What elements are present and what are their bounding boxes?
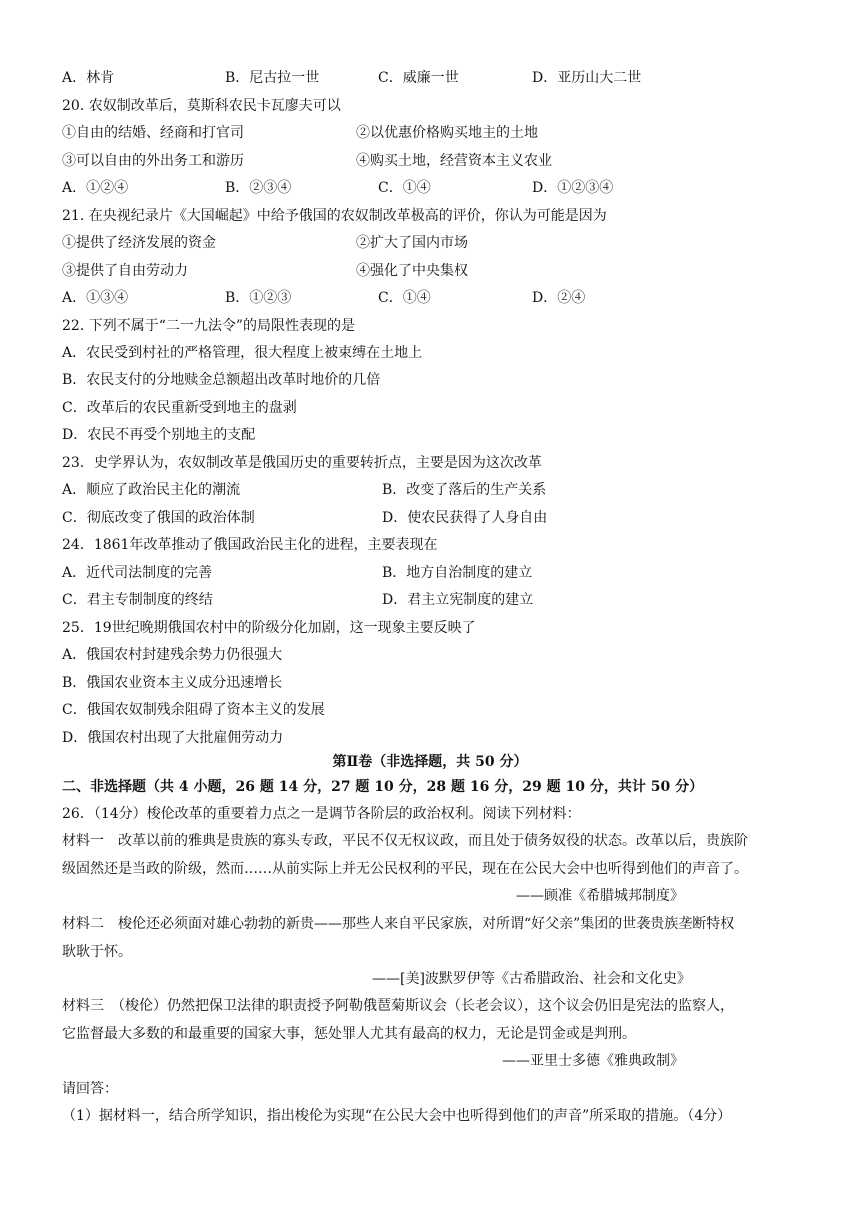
q23-option-a: A．顺应了政治民主化的潮流 <box>62 482 241 498</box>
q22-option-c: C．改革后的农民重新受到地主的盘剥 <box>62 400 297 416</box>
q19-option-c: C．威廉一世 <box>378 70 459 86</box>
q23-stem: 23．史学界认为，农奴制改革是俄国历史的重要转折点，主要是因为这次改革 <box>62 455 542 471</box>
q21-option-c: C．①④ <box>378 290 431 306</box>
q22-option-d: D．农民不再受个别地主的支配 <box>62 427 256 443</box>
q20-option-d: D．①②③④ <box>532 180 614 196</box>
q20-option-a: A．①②④ <box>62 180 129 196</box>
section-heading: 二、非选择题（共 4 小题，26 题 14 分，27 题 10 分，28 题 16 分，29 题 10 分，共计 50 分） <box>62 779 704 795</box>
q26-material1-source: ——顾准《希腊城邦制度》 <box>516 888 684 904</box>
q20-stem: 20. 农奴制改革后，莫斯科农民卡瓦廖夫可以 <box>62 98 341 114</box>
q23-option-d: D．使农民获得了人身自由 <box>382 510 548 526</box>
q26-material3-line1: 材料三 （梭伦）仍然把保卫法律的职责授予阿勒俄琶菊斯议会（长老会议），这个议会仍旧是宪法的监察人， <box>62 998 734 1014</box>
q24-option-c: C．君主专制制度的终结 <box>62 592 213 608</box>
q25-stem: 25．19世纪晚期俄国农村中的阶级分化加剧，这一现象主要反映了 <box>62 620 476 636</box>
q21-option-d: D．②④ <box>532 290 586 306</box>
q21-item-3: ③提供了自由劳动力 <box>62 263 188 279</box>
q20-item-3: ③可以自由的外出务工和游历 <box>62 153 244 169</box>
q21-option-a: A．①③④ <box>62 290 129 306</box>
q26-material2-line1: 材料二 梭伦还必须面对雄心勃勃的新贵——那些人来自平民家族，对所谓“好父亲”集团的世袭贵族垄断特权 <box>62 916 735 932</box>
q19-option-b: B．尼古拉一世 <box>225 70 320 86</box>
q22-stem: 22. 下列不属于“二一九法令”的局限性表现的是 <box>62 318 356 334</box>
q20-item-4: ④购买土地，经营资本主义农业 <box>356 153 552 169</box>
q24-option-b: B．地方自治制度的建立 <box>382 565 533 581</box>
q26-material3-line2: 它监督最大多数的和最重要的国家大事，惩处罪人尤其有最高的权力，无论是罚金或是判刑。 <box>62 1026 636 1042</box>
q21-option-b: B．①②③ <box>225 290 292 306</box>
q26-material2-line2: 耿耿于怀。 <box>62 944 132 960</box>
q19-option-d: D．亚历山大二世 <box>532 70 642 86</box>
q20-option-c: C．①④ <box>378 180 431 196</box>
q22-option-b: B．农民支付的分地赎金总额超出改革时地价的几倍 <box>62 372 381 388</box>
q26-subquestion-1: （1）据材料一，结合所学知识，指出梭伦为实现“在公民大会中也听得到他们的声音”所采取的措施。（4分） <box>62 1108 732 1124</box>
q20-item-1: ①自由的结婚、经商和打官司 <box>62 125 244 141</box>
q24-option-d: D．君主立宪制度的建立 <box>382 592 534 608</box>
q23-option-c: C．彻底改变了俄国的政治体制 <box>62 510 255 526</box>
q25-option-b: B．俄国农业资本主义成分迅速增长 <box>62 675 283 691</box>
q24-stem: 24．1861年改革推动了俄国政治民主化的进程，主要表现在 <box>62 537 438 553</box>
q25-option-a: A．俄国农村封建残余势力仍很强大 <box>62 647 283 663</box>
part2-title: 第Ⅱ卷（非选择题，共 50 分） <box>332 754 528 770</box>
q26-stem: 26．（14分）梭伦改革的重要着力点之一是调节各阶层的政治权利。阅读下列材料： <box>62 806 581 822</box>
q26-material1-line2: 级固然还是当政的阶级，然而……从前实际上并无公民权利的平民，现在在公民大会中也听得到他们的声音了。 <box>62 861 748 877</box>
q21-item-4: ④强化了中央集权 <box>356 263 468 279</box>
q21-item-2: ②扩大了国内市场 <box>356 235 468 251</box>
q23-option-b: B．改变了落后的生产关系 <box>382 482 547 498</box>
q21-stem: 21. 在央视纪录片《大国崛起》中给予俄国的农奴制改革极高的评价，你认为可能是因为 <box>62 208 607 224</box>
q22-option-a: A．农民受到村社的严格管理，很大程度上被束缚在土地上 <box>62 345 423 361</box>
q26-ask: 请回答： <box>62 1081 118 1097</box>
q24-option-a: A．近代司法制度的完善 <box>62 565 213 581</box>
q20-option-b: B．②③④ <box>225 180 292 196</box>
q19-option-a: A．林肯 <box>62 70 115 86</box>
q25-option-d: D．俄国农村出现了大批雇佣劳动力 <box>62 730 284 746</box>
q21-item-1: ①提供了经济发展的资金 <box>62 235 216 251</box>
q20-item-2: ②以优惠价格购买地主的土地 <box>356 125 538 141</box>
q26-material2-source: ——[美]波默罗伊等《古希腊政治、社会和文化史》 <box>372 971 691 987</box>
q25-option-c: C．俄国农奴制残余阻碍了资本主义的发展 <box>62 702 325 718</box>
q26-material1-line1: 材料一 改革以前的雅典是贵族的寡头专政，平民不仅无权议政，而且处于债务奴役的状态。改革以后，贵族阶 <box>62 833 748 849</box>
q26-material3-source: ——亚里士多德《雅典政制》 <box>502 1053 684 1069</box>
